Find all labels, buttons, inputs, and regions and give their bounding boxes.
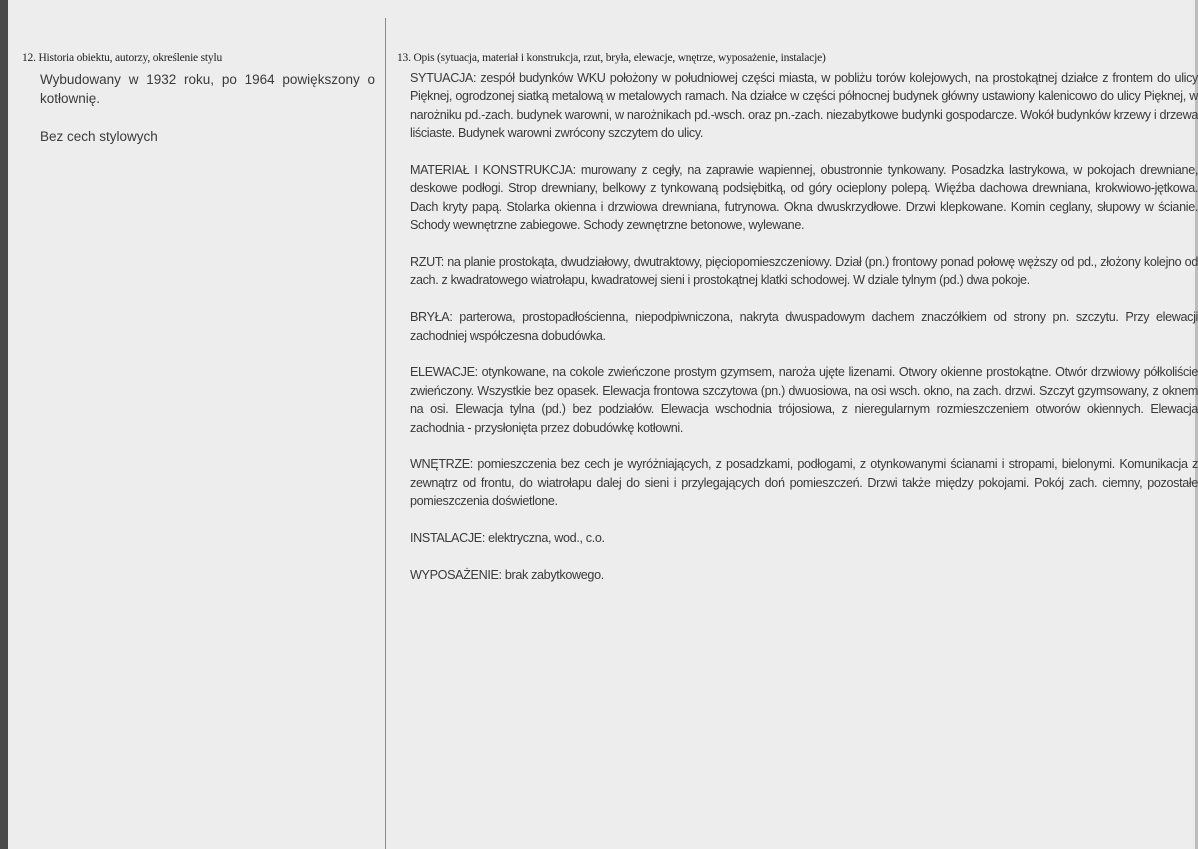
situation-paragraph: SYTUACJA: zespół budynków WKU położony w południowej części miasta, w pobliżu torów kolejowych, na prostokątnej działce z frontem do ulicy Pięknej, ogrodzonej siatką metalową w metalowych ramach. Na działce w części północnej budynek główny ustawiony kalenicowo do ulicy Pięknej, w narożniku pd.-zach. budynek warowni, w narożnikach pd.-wsch. oraz pn.-zach. niezabytkowe budynki gospodarcze. Wokół budynków krzewy i drzewa liściaste. Budynek warowni zwrócony szczytem do ulicy. <box>410 71 1198 141</box>
section-13-heading: 13. Opis (sytuacja, materiał i konstrukcja, rzut, bryła, elewacje, wnętrze, wyposażenie, instalacje) <box>397 52 826 64</box>
section-13-body <box>410 69 1198 603</box>
material-paragraph: MATERIAŁ I KONSTRUKCJA: murowany z cegły, na zaprawie wapiennej, obustronnie tynkowany. Posadzka lastrykowa, w pokojach drewniane, deskowe podłogi. Strop drewniany, belkowy z tynkowaną podsiębitką, od góry ocieplony polepą. Więźba dachowa drewniana, krokwiowo-jętkowa. Dach kryty papą. Stolarka okienna i drzwiowa drewniana, futrynowa. Okna dwuskrzydłowe. Drzwi klepkowane. Komin ceglany, słupowy w ścianie. Schody wewnętrzne zabiegowe. Schody zewnętrzne betonowe, wylewane. <box>410 163 1198 233</box>
plan-paragraph: RZUT: na planie prostokąta, dwudziałowy, dwutraktowy, pięciopomieszczeniowy. Dział (pn.) frontowy ponad połowę węższy od pd., złożony kolejno od zach. z kwadratowego wiatrołapu, kwadratowej sieni i prostokątnej klatki schodowej. W dziale tylnym (pd.) dwa pokoje. <box>410 255 1198 288</box>
section-12-body <box>40 70 375 165</box>
massing-paragraph: BRYŁA: parterowa, prostopadłościenna, niepodpiwniczona, nakryta dwuspadowym dachem znaczółkiem od strony pn. szczytu. Przy elewacji zachodniej współczesna dobudówka. <box>410 310 1198 343</box>
history-paragraph: Wybudowany w 1932 roku, po 1964 powiększony o kotłownię. <box>40 72 375 106</box>
furnishings-paragraph: WYPOSAŻENIE: brak zabytkowego. <box>410 567 604 582</box>
elevations-paragraph: ELEWACJE: otynkowane, na cokole zwieńczone prostym gzymsem, naroża ujęte lizenami. Otwory okienne prostokątne. Otwór drzwiowy półkoliście zwieńczony. Wszystkie bez opasek. Elewacja frontowa szczytowa (pn.) dwuosiowa, na osi wsch. okno, na zach. drzwi. Szczyt gzymsowany, z oknem na osi. Elewacja tylna (pd.) bez podziałów. Elewacja wschodnia trójosiowa, z nieregularnym rozmieszczeniem otworów okiennych. Elewacja zachodnia - przysłonięta przez dobudówkę kotłowni. <box>410 365 1198 435</box>
interior-paragraph: WNĘTRZE: pomieszczenia bez cech je wyróżniających, z posadzkami, podłogami, z otynkowanymi ścianami i stropami, bielonymi. Komunikacja z zewnątrz od frontu, do wiatrołapu dalej do sieni i przylegających doń pomieszczeń. Drzwi także między pokojami. Pokój zach. ciemny, pozostałe pomieszczenia doświetlone. <box>410 457 1198 509</box>
style-paragraph: Bez cech stylowych <box>40 129 158 144</box>
column-divider <box>385 18 386 849</box>
installations-paragraph: INSTALACJE: elektryczna, wod., c.o. <box>410 531 605 546</box>
section-12-heading: 12. Historia obiektu, autorzy, określenie stylu <box>22 52 223 64</box>
scan-edge-left <box>0 0 8 849</box>
